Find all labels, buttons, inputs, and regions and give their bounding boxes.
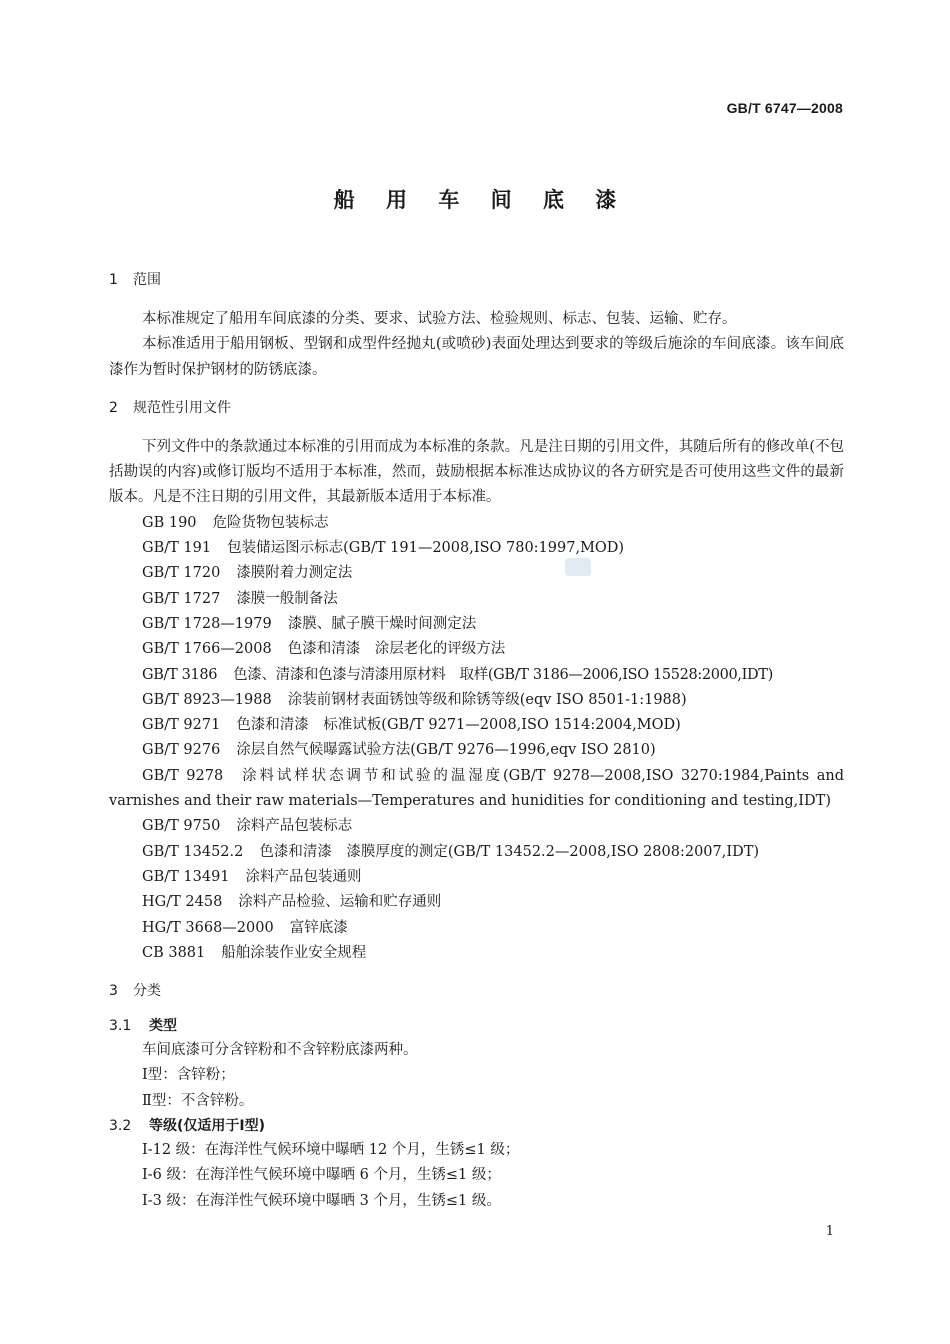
reference-code: GB/T 1728—1979 [142, 615, 272, 632]
standard-code: GB/T 6747—2008 [726, 100, 843, 116]
reference-code: GB 190 [142, 514, 197, 531]
reference-title: 涂层自然气候曝露试验方法(GB/T 9276—1996,eqv ISO 2810) [236, 742, 656, 759]
page-number: 1 [825, 1224, 834, 1239]
reference-code: GB/T 13491 [142, 868, 230, 885]
reference-code: GB/T 8923—1988 [142, 691, 272, 708]
reference-title: 船舶涂装作业安全规程 [221, 944, 367, 961]
reference-item [109, 688, 844, 713]
section-title: 规范性引用文件 [133, 399, 231, 416]
reference-title: 包装储运图示标志(GB/T 191—2008,ISO 780:1997,MOD) [227, 540, 625, 557]
reference-title: 色漆和清漆 标准试板(GB/T 9271—2008,ISO 1514:2004,MOD) [236, 717, 681, 734]
reference-title: 涂料产品包装标志 [236, 818, 353, 835]
reference-item [109, 561, 844, 586]
reference-code: HG/T 2458 [142, 894, 223, 911]
reference-item [109, 637, 844, 662]
reference-item [109, 713, 844, 738]
reference-item [109, 663, 844, 688]
text-line: Ⅰ-12 级：在海洋性气候环境中曝晒 12 个月，生锈≤1 级； [142, 1142, 520, 1159]
subsection-number: 3.1 [109, 1018, 132, 1035]
section-number: 1 [109, 272, 118, 288]
section-number: 2 [109, 399, 118, 416]
reference-code: GB/T 9278 [142, 767, 224, 784]
reference-title: 富锌底漆 [289, 919, 348, 936]
reference-code: GB/T 9750 [142, 818, 221, 835]
reference-code: GB/T 1720 [142, 565, 221, 582]
subsection-title: 等级(仅适用于Ⅰ型) [149, 1118, 266, 1135]
reference-code: GB/T 1766—2008 [142, 641, 272, 658]
paragraph: 本标准规定了船用车间底漆的分类、要求、试验方法、检验规则、标志、包装、运输、贮存。 [142, 311, 737, 327]
reference-code: HG/T 3668—2000 [142, 919, 274, 936]
reference-title: 漆膜、腻子膜干燥时间测定法 [287, 615, 477, 632]
reference-list [109, 511, 844, 966]
section-number: 3 [109, 983, 118, 1000]
section-heading-normative-references [109, 396, 844, 421]
subsection-number: 3.2 [109, 1118, 132, 1135]
section-heading-scope [109, 268, 844, 293]
reference-item [109, 865, 844, 890]
section-title: 范围 [133, 272, 161, 288]
reference-item [109, 814, 844, 839]
reference-title: 色漆、清漆和色漆与清漆用原材料 取样(GB/T 3186—2006,ISO 15528:2000,IDT) [233, 666, 773, 683]
reference-item [109, 840, 844, 865]
reference-title: 涂料产品检验、运输和贮存通则 [238, 894, 442, 911]
reference-title: 漆膜一般制备法 [236, 590, 338, 607]
paragraph: 下列文件中的条款通过本标准的引用而成为本标准的条款。凡是注日期的引用文件，其随后所有的修改单(不包括勘误的内容)或修订版均不适用于本标准，然而，鼓励根据本标准达成协议的各方研究是否可使用这些文件的最新版本。凡是不注日期的引用文件，其最新版本适用于本标准。 [109, 438, 844, 506]
reference-item [109, 764, 844, 815]
reference-title: 色漆和清漆 涂层老化的评级方法 [287, 641, 506, 658]
text-line: Ⅰ-3 级：在海洋性气候环境中曝晒 3 个月，生锈≤1 级。 [142, 1192, 501, 1209]
reference-item [109, 536, 844, 561]
reference-code: GB/T 9276 [142, 742, 221, 759]
reference-title: 危险货物包装标志 [212, 514, 329, 531]
reference-title: 色漆和清漆 漆膜厚度的测定(GB/T 13452.2—2008,ISO 2808:2007,IDT) [259, 843, 760, 860]
subsection-heading-type [109, 1014, 844, 1038]
subsection-heading-grade [109, 1114, 844, 1138]
reference-item [109, 612, 844, 637]
reference-code: GB/T 1727 [142, 590, 221, 607]
reference-title: 涂料试样状态调节和试验的温湿度(GB/T 9278—2008,ISO 3270:1984,Paints and varnishes and their raw materials—Temperatures and hunidities for conditioning and testing,IDT) [109, 767, 844, 810]
reference-code: GB/T 13452.2 [142, 843, 244, 860]
text-line: Ⅱ型：不含锌粉。 [142, 1092, 254, 1109]
reference-code: GB/T 191 [142, 540, 212, 557]
paragraph: 本标准适用于船用钢板、型钢和成型件经抛丸(或喷砂)表面处理达到要求的等级后施涂的车间底漆。该车间底漆作为暂时保护钢材的防锈底漆。 [109, 336, 844, 378]
reference-item [109, 890, 844, 915]
reference-item [109, 738, 844, 763]
reference-title: 漆膜附着力测定法 [236, 565, 353, 582]
text-line: Ⅰ-6 级：在海洋性气候环境中曝晒 6 个月，生锈≤1 级； [142, 1167, 501, 1184]
reference-item [109, 941, 844, 966]
reference-item [109, 587, 844, 612]
section-title: 分类 [133, 983, 161, 1000]
reference-item [109, 916, 844, 941]
document-body [109, 268, 844, 1214]
subsection-title: 类型 [149, 1018, 177, 1035]
text-line: Ⅰ型：含锌粉； [142, 1067, 235, 1084]
reference-code: GB/T 3186 [142, 666, 218, 683]
section-heading-classification [109, 979, 844, 1004]
reference-title: 涂装前钢材表面锈蚀等级和除锈等级(eqv ISO 8501-1:1988) [287, 691, 687, 708]
reference-item [109, 511, 844, 536]
text-line: 车间底漆可分含锌粉和不含锌粉底漆两种。 [142, 1042, 418, 1059]
document-title: 船 用 车 间 底 漆 [333, 188, 629, 212]
reference-code: CB 3881 [142, 944, 206, 961]
reference-code: GB/T 9271 [142, 717, 221, 734]
reference-title: 涂料产品包装通则 [245, 868, 362, 885]
